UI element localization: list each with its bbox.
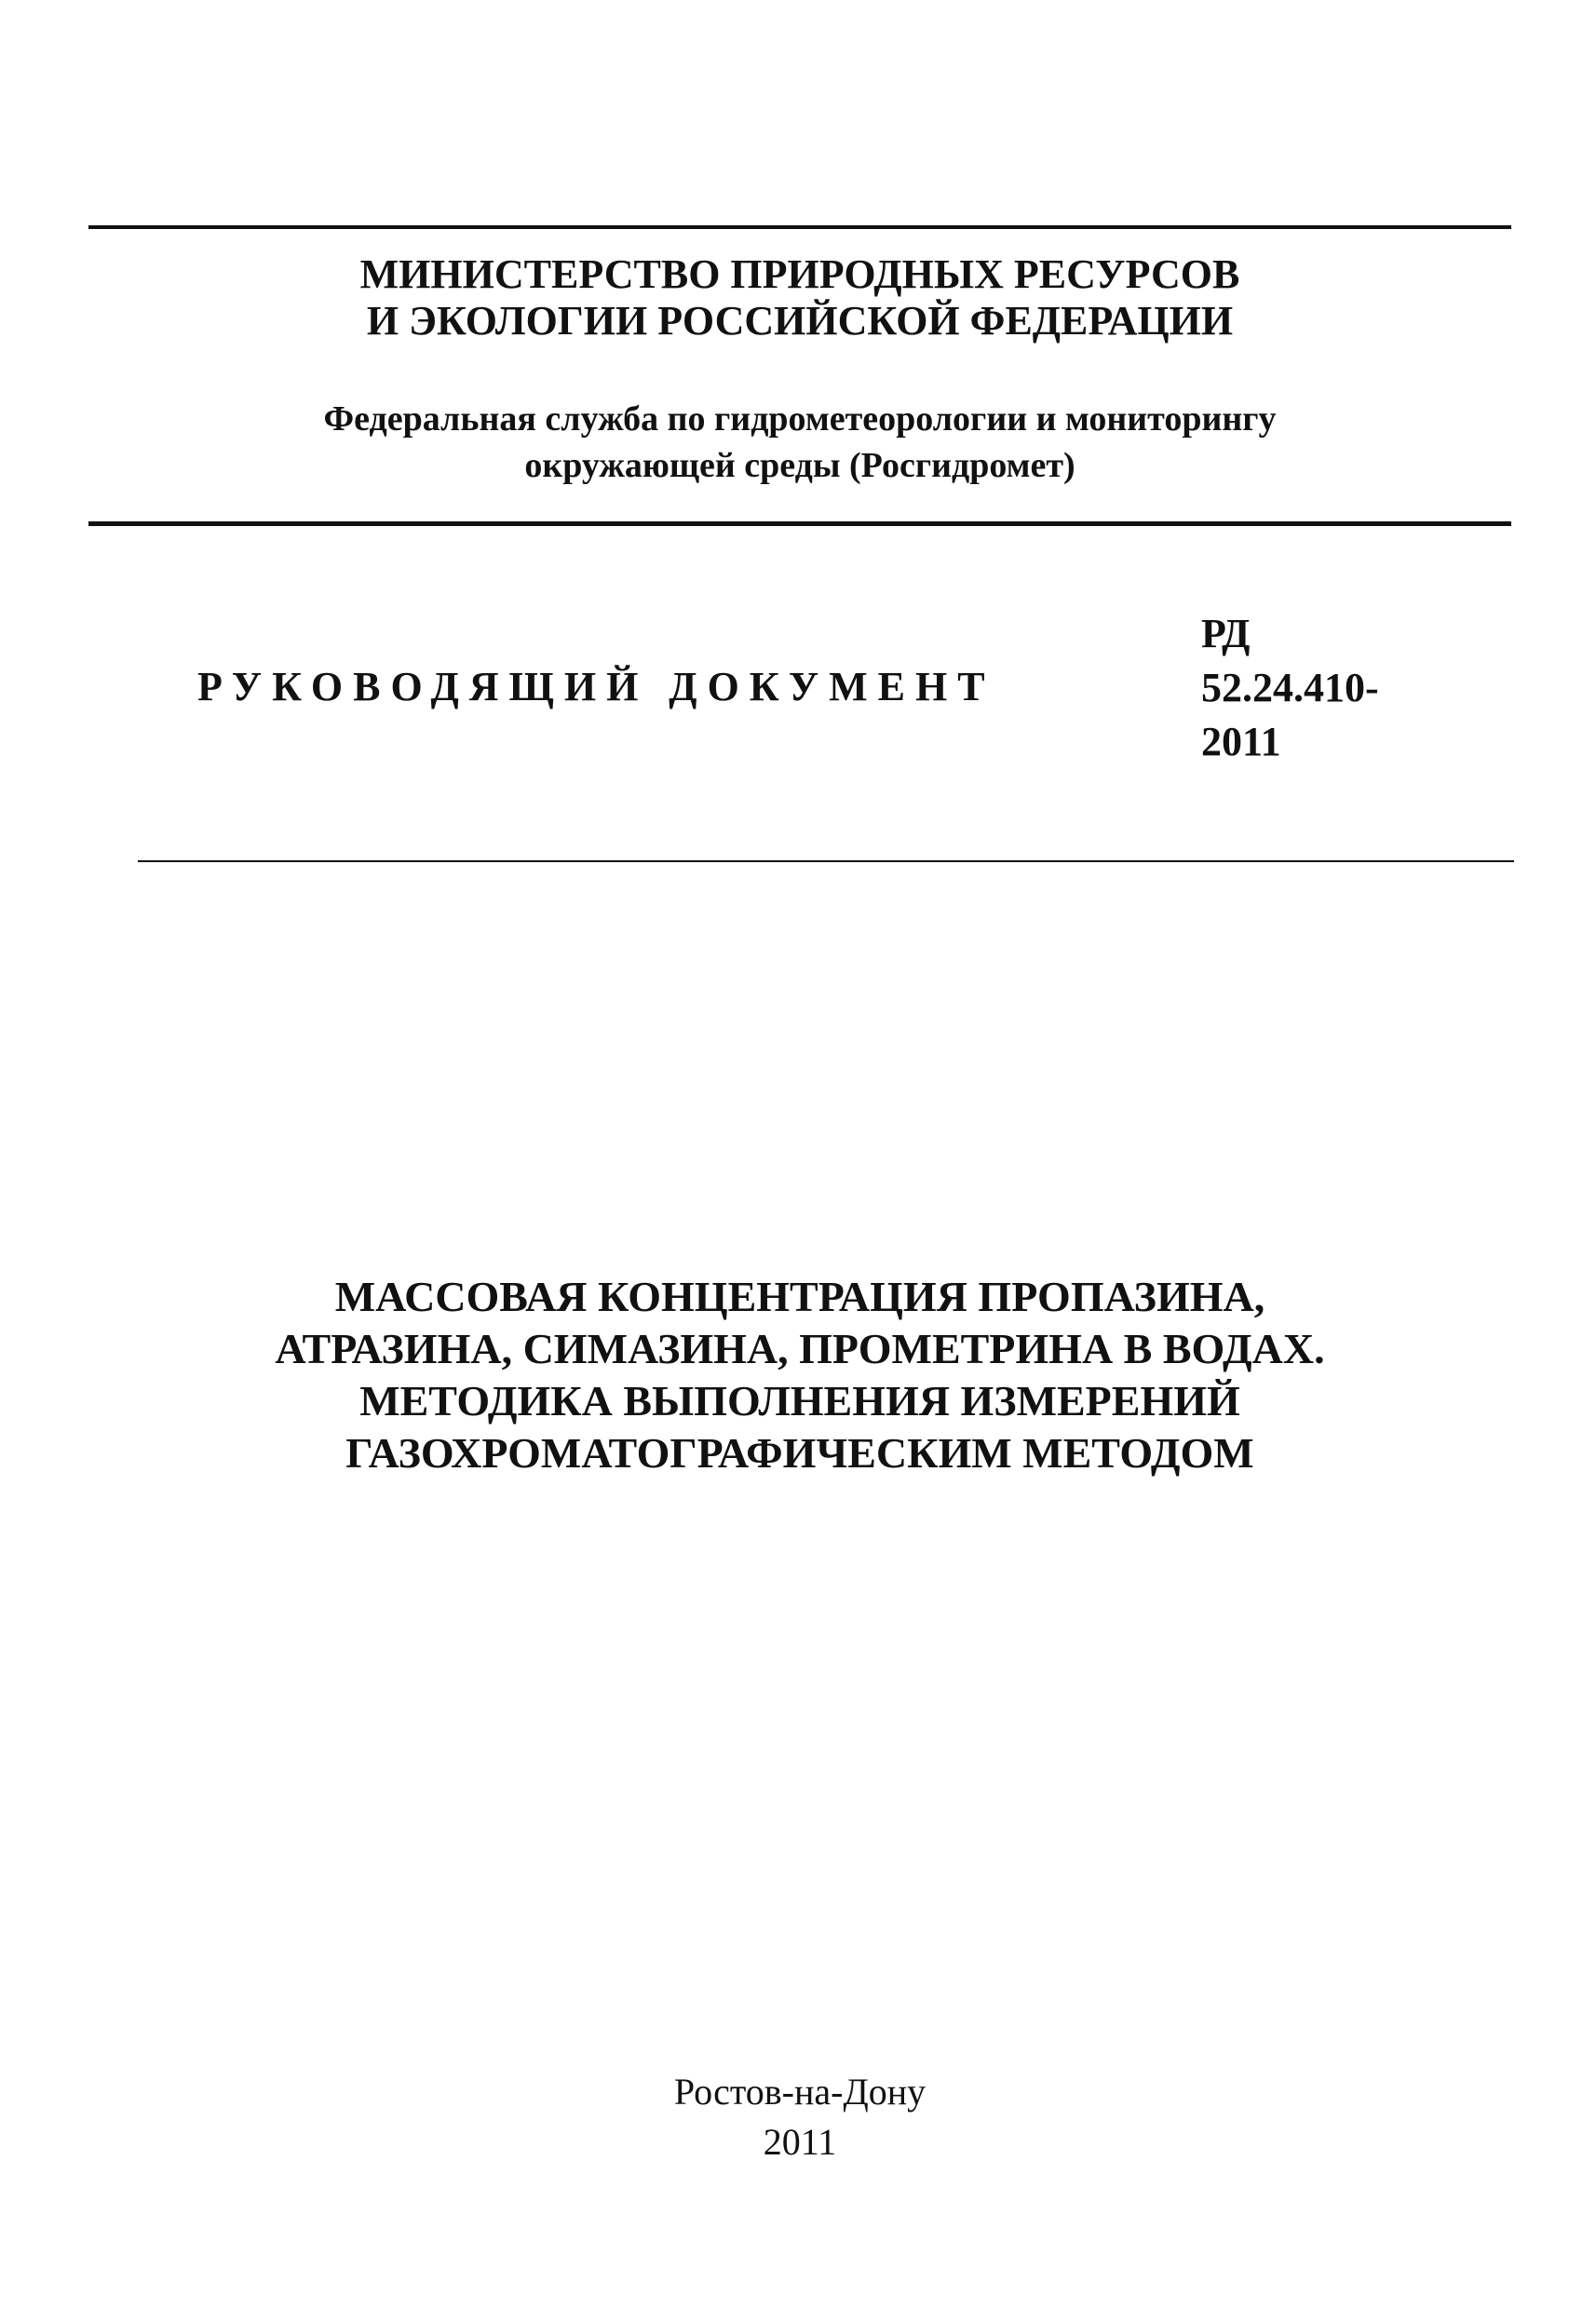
service-line-2: окружающей среды (Росгидромет) bbox=[524, 446, 1075, 485]
top-rule bbox=[88, 225, 1511, 229]
service-line-1: Федеральная служба по гидрометеорологии и мониторингу bbox=[323, 399, 1277, 439]
ministry-line-2: И ЭКОЛОГИИ РОССИЙСКОЙ ФЕДЕРАЦИИ bbox=[366, 298, 1234, 344]
service-name bbox=[88, 396, 1511, 489]
publication-year: 2011 bbox=[763, 2121, 837, 2163]
document-code-line-3: 2011 bbox=[1201, 719, 1281, 764]
ministry-name bbox=[88, 251, 1511, 344]
document-code-line-1: РД bbox=[1201, 611, 1251, 656]
document-code bbox=[1201, 607, 1379, 769]
title-line-2: АТРАЗИНА, СИМАЗИНА, ПРОМЕТРИНА В ВОДАХ. bbox=[275, 1325, 1325, 1372]
ministry-line-1: МИНИСТЕРСТВО ПРИРОДНЫХ РЕСУРСОВ bbox=[359, 251, 1240, 297]
document-code-line-2: 52.24.410- bbox=[1201, 665, 1379, 710]
lower-rule bbox=[138, 860, 1514, 862]
document-title bbox=[88, 1271, 1511, 1479]
title-line-3: МЕТОДИКА ВЫПОЛНЕНИЯ ИЗМЕРЕНИЙ bbox=[359, 1377, 1240, 1425]
middle-rule bbox=[88, 521, 1511, 526]
title-line-4: ГАЗОХРОМАТОГРАФИЧЕСКИМ МЕТОДОМ bbox=[345, 1429, 1254, 1477]
title-line-1: МАССОВАЯ КОНЦЕНТРАЦИЯ ПРОПАЗИНА, bbox=[334, 1273, 1265, 1320]
publication-city: Ростов-на-Дону bbox=[673, 2071, 926, 2113]
publication-info bbox=[88, 2067, 1511, 2167]
document-type-label: РУКОВОДЯЩИЙ ДОКУМЕНТ bbox=[197, 664, 995, 709]
